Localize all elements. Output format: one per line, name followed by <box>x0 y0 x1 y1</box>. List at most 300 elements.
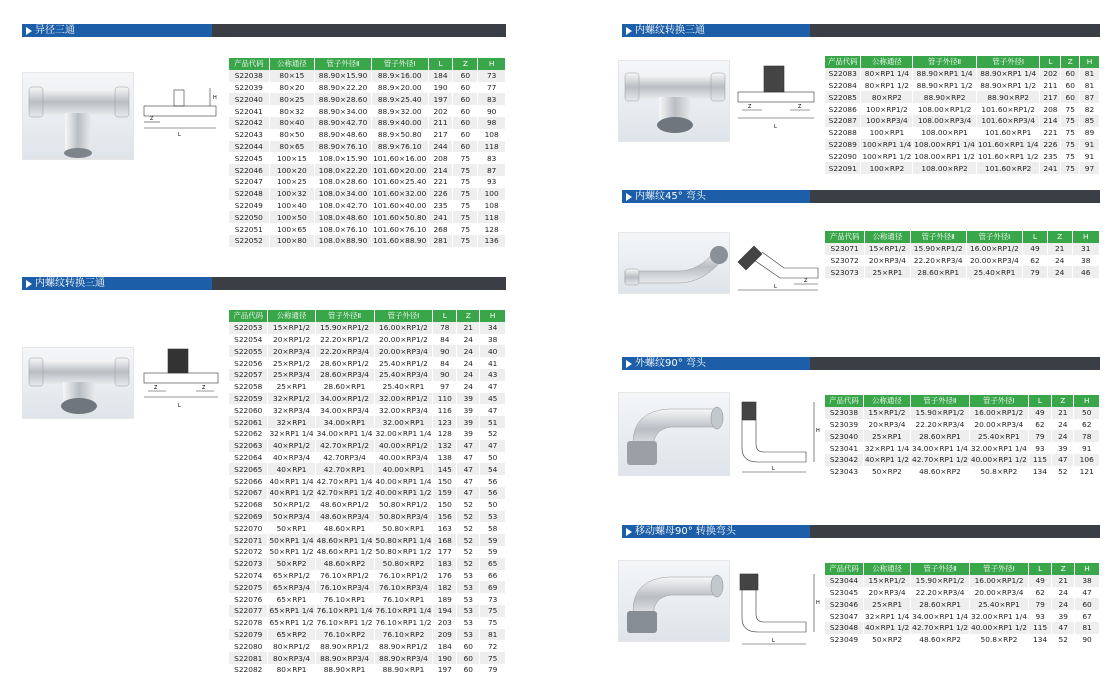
table-row <box>825 610 1100 622</box>
table-cell: 32×RP1 1/4 <box>865 611 910 621</box>
table-cell: 28.60×RP1 <box>911 430 970 442</box>
table-row <box>229 322 506 334</box>
table-cell: 40.00×RP1 1/2 <box>375 488 432 498</box>
table-cell: 75 <box>453 188 478 200</box>
triangle-icon <box>626 360 632 368</box>
table-cell: 163 <box>433 522 457 534</box>
table-cell: S23040 <box>825 430 863 442</box>
table-row <box>229 357 506 369</box>
table-cell: 25.40×RP1/2 <box>374 357 433 369</box>
table-cell: 47 <box>480 440 506 452</box>
table-cell: 108 <box>478 129 506 141</box>
table-cell: 31 <box>1072 243 1099 255</box>
table-cell: 75 <box>480 652 506 664</box>
table-cell: 20.00×RP3/4 <box>966 255 1022 267</box>
table-row <box>825 622 1100 634</box>
product-photo-union-90-elbow <box>618 560 730 642</box>
table-cell: 159 <box>433 487 457 499</box>
table-cell: 100×80 <box>269 235 315 247</box>
table-cell: 177 <box>433 546 457 558</box>
table-cell: 88.9×76.10 <box>371 141 428 153</box>
table-cell: 100×RP1 1/4 <box>862 139 912 149</box>
table-cell: 15.90×RP1/2 <box>315 322 374 334</box>
table-row <box>825 587 1100 599</box>
table-cell: 76.10×RP2 <box>374 629 433 641</box>
table-cell: 50.8×RP2 <box>970 634 1029 646</box>
table-row <box>229 593 506 605</box>
triangle-icon <box>626 193 632 201</box>
column-header: L <box>1028 395 1051 407</box>
table-cell: 76.10×RP1 <box>374 593 433 605</box>
column-header: 管子外径Ⅰ <box>969 395 1028 407</box>
table-cell: 16.00×RP1/2 <box>970 575 1029 587</box>
table-cell: S22079 <box>229 629 268 641</box>
table-cell: 32×RP1/2 <box>268 393 315 405</box>
table-cell: S22086 <box>825 103 861 115</box>
column-header: 公称通径 <box>864 563 911 575</box>
table-cell: 241 <box>428 211 453 223</box>
table-cell: 78 <box>433 322 457 334</box>
table-row <box>229 334 506 346</box>
table-cell: 50.80×RP1 1/4 <box>375 535 432 545</box>
table-cell: 20.00×RP3/4 <box>969 419 1028 431</box>
table-cell: 40×RP1 1/4 <box>269 476 314 486</box>
table-cell: 156 <box>433 511 457 523</box>
table-cell: 50.80×RP1/2 <box>374 499 433 511</box>
table-cell: 48.60×RP1 1/2 <box>316 547 373 557</box>
table-cell: S23072 <box>825 255 865 267</box>
table-cell: 43 <box>480 369 506 381</box>
table-cell: 184 <box>428 70 453 82</box>
table-cell: 15×RP1/2 <box>863 407 910 419</box>
table-row <box>229 475 506 487</box>
table-cell: 75 <box>453 176 478 188</box>
table-cell: 24 <box>457 369 480 381</box>
column-header: 产品代码 <box>825 56 861 68</box>
table-cell: 25.40×RP1 <box>966 266 1022 278</box>
table-cell: 101.60×16.00 <box>373 153 427 163</box>
table-cell: 48.60×RP1 <box>315 522 374 534</box>
table-cell: 90 <box>478 105 506 117</box>
table-row <box>825 115 1100 127</box>
table-cell: 136 <box>478 235 506 247</box>
table-cell: S22057 <box>229 369 268 381</box>
table-cell: 22.20×RP3/4 <box>911 419 970 431</box>
table-cell: 20.00×RP3/4 <box>374 345 433 357</box>
table-cell: 217 <box>428 129 453 141</box>
table-cell: 47 <box>1052 454 1074 466</box>
table-cell: 40×RP1 1/2 <box>865 623 910 633</box>
table-cell: 81 <box>1080 80 1100 92</box>
table-cell: 241 <box>1040 162 1061 174</box>
table-cell: S22048 <box>229 188 269 200</box>
table-cell: S22043 <box>229 129 269 141</box>
column-header: 管子外径Ⅱ <box>315 310 374 322</box>
table-cell: 60 <box>453 129 478 141</box>
table-header-row <box>825 56 1100 68</box>
table-cell: 25.40×RP1 <box>970 598 1029 610</box>
column-header: 产品代码 <box>825 563 864 575</box>
column-header: Z <box>1052 395 1074 407</box>
section-header-s2 <box>22 277 506 290</box>
table-row <box>229 428 506 440</box>
table-cell: 108.0×76.10 <box>315 223 372 235</box>
table-cell: 42.70×RP1 1/2 <box>912 623 969 633</box>
table-cell: 25×RP1 <box>268 381 315 393</box>
table-cell: 134 <box>1028 634 1051 646</box>
table-cell: 76.10×RP1 1/4 <box>316 606 373 616</box>
table-cell: 235 <box>1040 150 1061 162</box>
table-cell: 73 <box>480 593 506 605</box>
table-cell: 79 <box>1023 266 1048 278</box>
table-cell: S22058 <box>229 381 268 393</box>
table-cell: 75 <box>453 211 478 223</box>
table-cell: 76.10×RP1 <box>315 593 374 605</box>
table-cell: 100×25 <box>269 176 315 188</box>
table-cell: 24 <box>1052 430 1074 442</box>
table-cell: 88.90×28.60 <box>315 93 372 105</box>
table-cell: 108.00×RP1/2 <box>913 103 977 115</box>
table-cell: S22059 <box>229 393 268 405</box>
table-cell: 32.00×RP3/4 <box>374 404 433 416</box>
table-cell: 51 <box>480 416 506 428</box>
table-cell: S22085 <box>825 91 861 103</box>
table-cell: 20×RP1/2 <box>268 334 315 346</box>
table-cell: S23044 <box>825 575 864 587</box>
table-cell: S22045 <box>229 152 269 164</box>
dimension-label-l: L <box>772 466 775 472</box>
table-cell: 50.80×RP3/4 <box>374 511 433 523</box>
table-cell: 60 <box>457 652 480 664</box>
table-cell: 80×RP2 <box>861 91 913 103</box>
table-row <box>229 404 506 416</box>
table-cell: 88.9×50.80 <box>371 129 428 141</box>
table-cell: 89 <box>1080 127 1100 139</box>
table-cell: S22066 <box>229 475 268 487</box>
column-header: 产品代码 <box>825 231 865 243</box>
table-cell: 176 <box>433 570 457 582</box>
section-header-s1 <box>22 24 506 37</box>
table-cell: 53 <box>457 570 480 582</box>
table-cell: 183 <box>433 558 457 570</box>
table-cell: 56 <box>480 475 506 487</box>
table-cell: 208 <box>428 152 453 164</box>
table-cell: 50×RP1 <box>268 522 315 534</box>
table-cell: 244 <box>428 141 453 153</box>
table-cell: 75 <box>1061 139 1080 151</box>
column-header: 管子外径Ⅱ <box>910 231 966 243</box>
table-cell: 25×RP1 <box>864 598 911 610</box>
dimension-label-l: L <box>774 124 777 130</box>
table-cell: 88.9×16.00 <box>371 70 428 82</box>
table-cell: 88.90×34.00 <box>315 105 372 117</box>
table-cell: 28.60×RP1/2 <box>315 357 374 369</box>
table-cell: 50.8×RP2 <box>969 466 1028 478</box>
table-row <box>825 127 1100 139</box>
table-cell: S22049 <box>229 200 269 212</box>
table-cell: 221 <box>428 176 453 188</box>
table-cell: S22065 <box>229 463 268 475</box>
table-cell: S22074 <box>229 570 268 582</box>
triangle-icon <box>626 528 632 536</box>
table-cell: 53 <box>457 581 480 593</box>
table-row <box>825 598 1100 610</box>
table-cell: 20.00×RP1/2 <box>374 334 433 346</box>
table-cell: 41 <box>480 357 506 369</box>
section-title: 内螺纹转换三通 <box>635 25 705 36</box>
table-cell: S23049 <box>825 634 864 646</box>
table-cell: 88.9×20.00 <box>371 82 428 94</box>
table-row <box>825 139 1100 151</box>
table-cell: 150 <box>433 499 457 511</box>
table-row <box>825 466 1100 478</box>
table-cell: 194 <box>433 605 457 617</box>
table-cell: 76.10×RP1 1/2 <box>375 618 432 628</box>
table-cell: 88.90×RP3/4 <box>374 652 433 664</box>
table-cell: 208 <box>1040 103 1061 115</box>
table-row <box>229 605 506 617</box>
table-row <box>825 634 1100 646</box>
table-cell: 42.70×RP1 1/2 <box>316 488 373 498</box>
table-cell: 45 <box>480 393 506 405</box>
table-cell: 52 <box>1052 634 1075 646</box>
table-row <box>229 546 506 558</box>
table-cell: S22087 <box>825 115 861 127</box>
column-header: Z <box>457 310 480 322</box>
table-cell: 53 <box>480 511 506 523</box>
table-cell: 75 <box>1061 162 1080 174</box>
table-row <box>229 393 506 405</box>
table-cell: 101.60×50.80 <box>373 212 427 222</box>
technical-drawing-female-thread-tee-large <box>734 62 820 132</box>
table-cell: 67 <box>1075 610 1100 622</box>
table-cell: 190 <box>428 82 453 94</box>
table-cell: 47 <box>457 463 480 475</box>
table-cell: S22061 <box>229 416 268 428</box>
table-cell: 101.60×32.00 <box>373 189 427 199</box>
table-cell: 24 <box>1047 255 1072 267</box>
table-cell: 100×65 <box>269 223 315 235</box>
table-cell: 108 <box>478 200 506 212</box>
table-cell: 82 <box>1080 103 1100 115</box>
section-header-s4 <box>622 190 1100 203</box>
table-cell: 268 <box>428 223 453 235</box>
table-cell: 49 <box>1028 575 1051 587</box>
table-cell: 38 <box>1075 575 1100 587</box>
table-cell: 168 <box>433 534 457 546</box>
table-cell: 93 <box>478 176 506 188</box>
table-cell: 21 <box>1052 575 1075 587</box>
table-cell: 100×RP1 1/2 <box>862 151 912 161</box>
table-cell: 24 <box>1052 419 1074 431</box>
table-cell: 88.90×RP1 1/4 <box>913 68 977 80</box>
table-cell: 101.60×RP1/2 <box>976 103 1040 115</box>
table-cell: 40×RP3/4 <box>268 452 315 464</box>
table-cell: 226 <box>428 188 453 200</box>
table-cell: 42.70×RP1 1/4 <box>316 476 373 486</box>
table-cell: 121 <box>1074 466 1100 478</box>
table-cell: 60 <box>453 93 478 105</box>
table-cell: 53 <box>457 605 480 617</box>
table-row <box>229 200 506 212</box>
table-cell: 49 <box>1028 407 1051 419</box>
column-header: L <box>433 310 457 322</box>
table-row <box>229 558 506 570</box>
table-cell: S22078 <box>229 617 268 629</box>
table-cell: S22081 <box>229 652 268 664</box>
table-cell: S23039 <box>825 419 863 431</box>
dimension-label-z: Z <box>150 116 154 122</box>
table-cell: 32×RP3/4 <box>268 404 315 416</box>
table-cell: 60 <box>457 640 480 652</box>
table-cell: S23043 <box>825 466 863 478</box>
dimension-label-z: Z <box>804 278 808 284</box>
table-cell: 101.60×20.00 <box>373 165 427 175</box>
table-row <box>229 152 506 164</box>
table-cell: 88.90×RP1 1/2 <box>913 80 977 92</box>
table-cell: 123 <box>433 416 457 428</box>
table-cell: 46 <box>1072 266 1099 278</box>
table-cell: 32.00×RP1 1/4 <box>375 429 432 439</box>
table-cell: 101.60×RP1 1/4 <box>977 139 1039 149</box>
table-cell: 53 <box>457 617 480 629</box>
table-cell: 22.20×RP3/4 <box>911 587 970 599</box>
dimension-label-l: L <box>178 403 181 409</box>
product-photo-45-elbow <box>618 232 730 294</box>
dimension-label-z: Z <box>748 104 752 110</box>
table-cell: 77 <box>478 82 506 94</box>
section-title: 外螺纹90° 弯头 <box>635 358 706 369</box>
table-cell: 34.00×RP1 1/4 <box>912 611 969 621</box>
table-cell: 235 <box>428 200 453 212</box>
table-cell: 76.10×RP1/2 <box>315 570 374 582</box>
table-cell: S23047 <box>825 610 864 622</box>
table-cell: S22039 <box>229 82 269 94</box>
table-cell: 34.00×RP1/2 <box>315 393 374 405</box>
table-cell: 48.60×RP1 1/4 <box>316 535 373 545</box>
table-cell: 22.20×RP1/2 <box>315 334 374 346</box>
table-cell: 80×RP1 1/4 <box>861 68 913 80</box>
table-cell: 108.0×34.00 <box>315 188 372 200</box>
table-cell: 16.00×RP1/2 <box>966 243 1022 255</box>
table-cell: 24 <box>457 334 480 346</box>
column-header: 管子外径Ⅱ <box>315 58 372 70</box>
dimension-label-h: H <box>816 600 820 606</box>
table-cell: 150 <box>433 475 457 487</box>
table-cell: 62 <box>1023 255 1048 267</box>
section-title: 移动螺母90° 转换弯头 <box>635 526 736 537</box>
table-cell: 48.60×RP3/4 <box>315 511 374 523</box>
table-cell: 75 <box>453 164 478 176</box>
table-row <box>229 345 506 357</box>
table-cell: 76.10×RP2 <box>315 629 374 641</box>
table-cell: 214 <box>428 164 453 176</box>
table-cell: 40.00×RP3/4 <box>374 452 433 464</box>
table-cell: 32.00×RP1/2 <box>374 393 433 405</box>
table-cell: 108.00×RP1 1/4 <box>914 139 975 149</box>
table-cell: 20×RP3/4 <box>863 419 910 431</box>
table-cell: 28.60×RP3/4 <box>315 369 374 381</box>
dimension-label-z: Z <box>798 104 802 110</box>
table-cell: 25×RP3/4 <box>268 369 315 381</box>
table-cell: 93 <box>1028 610 1051 622</box>
column-header: L <box>428 58 453 70</box>
table-cell: 50×RP1 1/2 <box>269 547 314 557</box>
table-cell: 15×RP1/2 <box>864 575 911 587</box>
technical-drawing-female-thread-tee <box>140 345 226 415</box>
spec-table-s6 <box>825 563 1100 646</box>
table-cell: 128 <box>478 223 506 235</box>
table-cell: S22051 <box>229 223 269 235</box>
table-cell: 145 <box>433 463 457 475</box>
table-cell: 106 <box>1074 454 1100 466</box>
table-cell: 88.90×RP2 <box>976 91 1040 103</box>
table-cell: 50×RP1 1/4 <box>269 535 314 545</box>
table-cell: 50×RP2 <box>864 634 911 646</box>
table-cell: 32×RP1 1/4 <box>269 429 314 439</box>
table-cell: S22040 <box>229 93 269 105</box>
table-row <box>825 430 1100 442</box>
table-cell: 15.90×RP1/2 <box>911 407 970 419</box>
table-cell: 32.00×RP1 1/4 <box>970 443 1027 453</box>
table-cell: 47 <box>480 381 506 393</box>
table-cell: S22071 <box>229 534 268 546</box>
table-row <box>229 452 506 464</box>
table-cell: 50×RP1/2 <box>268 499 315 511</box>
table-cell: 65 <box>480 558 506 570</box>
table-cell: 34.00×RP1 <box>315 416 374 428</box>
triangle-icon <box>26 27 32 35</box>
table-cell: 81 <box>1075 622 1100 634</box>
table-cell: 40.00×RP1 1/4 <box>375 476 432 486</box>
column-header: 管子外径Ⅰ <box>371 58 428 70</box>
product-photo-male-90-elbow <box>618 392 730 476</box>
table-cell: 20×RP3/4 <box>865 255 910 267</box>
table-cell: 100×32 <box>269 188 315 200</box>
table-cell: S22077 <box>229 605 268 617</box>
table-cell: 65×RP1 1/2 <box>269 618 314 628</box>
dimension-label-z: Z <box>154 385 158 391</box>
table-cell: 50.80×RP1 1/2 <box>375 547 432 557</box>
table-cell: 62 <box>1028 587 1051 599</box>
table-cell: 75 <box>1061 127 1080 139</box>
table-row <box>229 534 506 546</box>
table-cell: 39 <box>457 404 480 416</box>
table-cell: 24 <box>1052 598 1075 610</box>
table-cell: 65×RP1/2 <box>268 570 315 582</box>
table-cell: 80×RP1 <box>268 664 315 676</box>
table-header-row <box>825 563 1100 575</box>
table-cell: 50.80×RP1 <box>374 522 433 534</box>
table-cell: 15.90×RP1/2 <box>911 575 970 587</box>
table-cell: 209 <box>433 629 457 641</box>
section-header-s3 <box>622 24 1100 37</box>
table-cell: 281 <box>428 235 453 247</box>
column-header: 管子外径Ⅰ <box>966 231 1022 243</box>
table-cell: S22042 <box>229 117 269 129</box>
table-cell: 47 <box>1052 622 1075 634</box>
table-cell: 80×20 <box>269 82 315 94</box>
table-row <box>229 440 506 452</box>
table-cell: 211 <box>1040 80 1061 92</box>
table-cell: 48.60×RP2 <box>911 466 970 478</box>
table-cell: 32×RP1 <box>268 416 315 428</box>
table-cell: 48.60×RP2 <box>315 558 374 570</box>
section-header-s6 <box>622 525 1100 538</box>
table-cell: 110 <box>433 393 457 405</box>
table-cell: 101.60×76.10 <box>373 224 427 234</box>
table-cell: 60 <box>453 70 478 82</box>
